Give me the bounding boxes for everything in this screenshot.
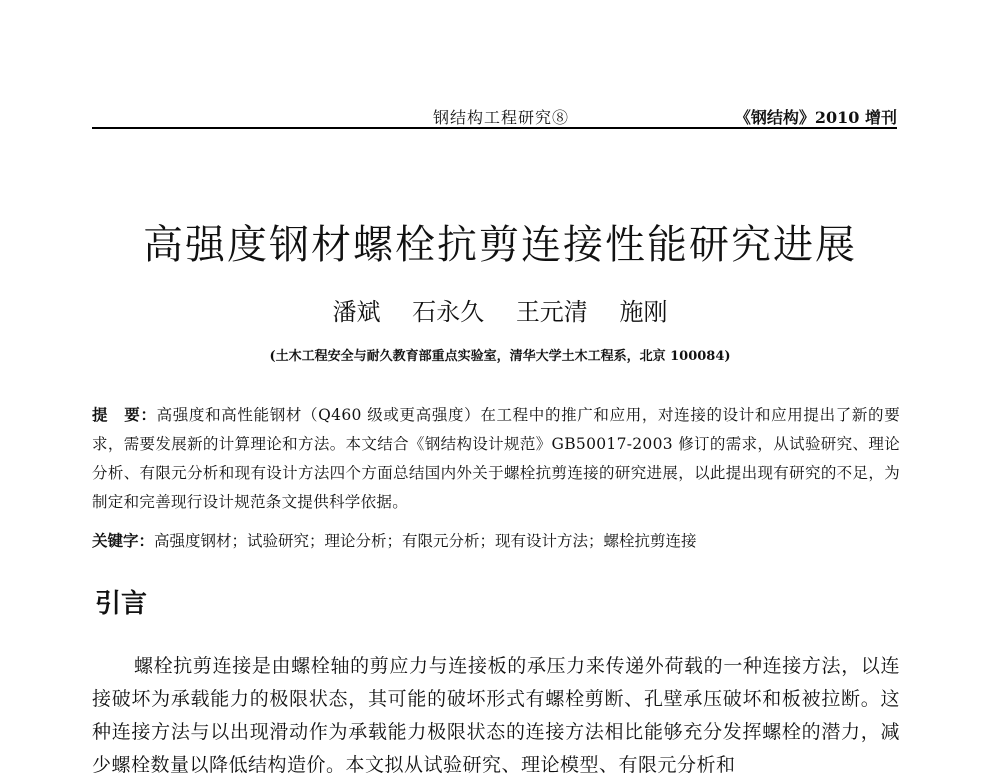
introduction-paragraph: 螺栓抗剪连接是由螺栓轴的剪应力与连接板的承压力来传递外荷载的一种连接方法，以连接破坏为承载能力的极限状态，其可能的破坏形式有螺栓剪断、孔壁承压破坏和板被拉断。这种连接方法与以出现滑动作为承载能力极限状态的连接方法相比能够充分发挥螺栓的潜力，减少螺栓数量以降低结构造价。本文拟从试验研究、理论模型、有限元分析和	[92, 655, 900, 776]
paper-title: 高强度钢材螺栓抗剪连接性能研究进展	[143, 221, 857, 268]
keywords-text: 高强度钢材；试验研究；理论分析；有限元分析；现有设计方法；螺栓抗剪连接	[154, 532, 697, 550]
header-divider	[92, 127, 897, 129]
author-name: 施刚	[619, 298, 668, 326]
author-list	[0, 292, 1000, 327]
keywords	[92, 526, 900, 556]
section-heading-introduction: 引言	[95, 589, 148, 619]
abstract-label: 提 要：	[92, 405, 157, 424]
running-header-journal: 《钢结构》2010 增刊	[734, 108, 897, 127]
abstract	[92, 400, 900, 517]
affiliation: (土木工程安全与耐久教育部重点实验室，清华大学土木工程系，北京 100084)	[269, 349, 731, 364]
author-name: 潘斌	[332, 298, 381, 326]
author-name: 王元清	[515, 298, 588, 326]
keywords-label: 关键字：	[92, 531, 155, 550]
abstract-text: 高强度和高性能钢材（Q460 级或更高强度）在工程中的推广和应用，对连接的设计和应用提出了新的要求，需要发展新的计算理论和方法。本文结合《钢结构设计规范》GB50017-2003 修订的需求，从试验研究、理论分析、有限元分析和现有设计方法四个方面总结国内外关于螺栓抗剪连接的研究进展，以此提出现有研究的不足，为制定和完善现行设计规范条文提供科学依据。	[92, 406, 900, 511]
author-name: 石永久	[412, 298, 485, 326]
running-header-series: 钢结构工程研究⑧	[433, 108, 570, 127]
